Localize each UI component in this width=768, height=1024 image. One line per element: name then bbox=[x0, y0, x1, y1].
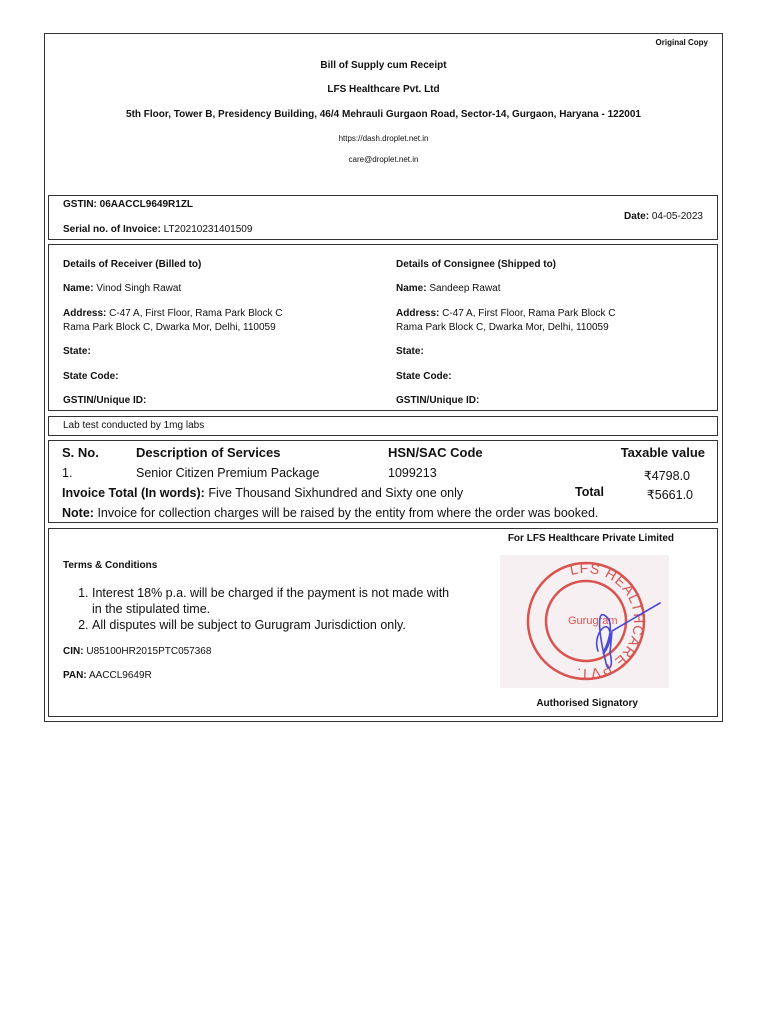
row-hsn: 1099213 bbox=[388, 466, 437, 480]
total-words-label: Invoice Total (In words): bbox=[62, 486, 205, 500]
cin bbox=[63, 646, 211, 657]
pan-label: PAN: bbox=[63, 670, 87, 681]
consignee-address-line2: Rama Park Block C, Dwarka Mor, Delhi, 110059 bbox=[396, 322, 609, 333]
col-taxable: Taxable value bbox=[620, 445, 705, 460]
serial-value: LT20210231401509 bbox=[163, 224, 253, 235]
authorised-signatory: Authorised Signatory bbox=[536, 698, 638, 709]
note-value: Invoice for collection charges will be raised by the entity from where the order was booked. bbox=[97, 506, 599, 520]
pan-value: AACCL9649R bbox=[88, 670, 152, 681]
receiver-name-value: Vinod Singh Rawat bbox=[96, 283, 182, 294]
doc-title: Bill of Supply cum Receipt bbox=[320, 60, 447, 71]
consignee-address-label: Address: bbox=[396, 308, 440, 319]
company-address: 5th Floor, Tower B, Presidency Building, 46/4 Mehrauli Gurgaon Road, Sector-14, Gurgaon, Haryana - 122001 bbox=[126, 109, 641, 120]
receiver-address-line2: Rama Park Block C, Dwarka Mor, Delhi, 110059 bbox=[63, 322, 276, 333]
note-label: Note: bbox=[62, 506, 94, 520]
total-words-value: Five Thousand Sixhundred and Sixty one only bbox=[208, 486, 464, 500]
receiver-state-code: State Code: bbox=[63, 371, 119, 382]
for-company: For LFS Healthcare Private Limited bbox=[507, 533, 674, 544]
consignee-heading: Details of Consignee (Shipped to) bbox=[396, 259, 557, 270]
receiver-gstin: GSTIN/Unique ID: bbox=[63, 395, 147, 406]
svg-text:LFS HEALTHCARE PVT.: LFS HEALTHCARE PVT. bbox=[568, 559, 648, 683]
term-item: 1. Interest 18% p.a. will be charged if the payment is not made with in the stipulated time. bbox=[92, 585, 462, 617]
receiver-address-label: Address: bbox=[63, 308, 107, 319]
receiver-name bbox=[63, 283, 181, 294]
company-stamp bbox=[500, 555, 669, 688]
terms-list bbox=[62, 585, 462, 633]
invoice-total-words bbox=[62, 486, 463, 500]
table-row bbox=[0, 466, 768, 484]
col-sno: S. No. bbox=[62, 445, 99, 460]
consignee-state: State: bbox=[396, 346, 424, 357]
consignee-address bbox=[396, 307, 616, 335]
col-hsn: HSN/SAC Code bbox=[388, 445, 483, 460]
consignee-state-code: State Code: bbox=[396, 371, 452, 382]
consignee-gstin: GSTIN/Unique ID: bbox=[396, 395, 480, 406]
receiver-state: State: bbox=[63, 346, 91, 357]
stamp-seal-icon bbox=[500, 555, 669, 688]
consignee-name bbox=[396, 283, 501, 294]
row-description: Senior Citizen Premium Package bbox=[136, 466, 320, 480]
receiver-address bbox=[63, 307, 283, 335]
company-name: LFS Healthcare Pvt. Ltd bbox=[327, 84, 440, 95]
cin-label: CIN: bbox=[63, 646, 84, 657]
row-sno: 1. bbox=[62, 466, 73, 480]
gstin: GSTIN: 06AACCL9649R1ZL bbox=[63, 199, 194, 210]
col-description: Description of Services bbox=[136, 445, 281, 460]
pan bbox=[63, 670, 152, 681]
receiver-heading: Details of Receiver (Billed to) bbox=[63, 259, 202, 270]
svg-text:Gurugram: Gurugram bbox=[568, 615, 618, 627]
copy-label: Original Copy bbox=[655, 38, 708, 47]
serial-number bbox=[63, 224, 252, 235]
consignee-name-label: Name: bbox=[396, 283, 427, 294]
invoice-date bbox=[560, 211, 703, 222]
date-label: Date: bbox=[624, 211, 650, 222]
terms-heading: Terms & Conditions bbox=[63, 560, 158, 571]
receiver-name-label: Name: bbox=[63, 283, 94, 294]
consignee-name-value: Sandeep Rawat bbox=[429, 283, 501, 294]
company-email: care@droplet.net.in bbox=[348, 155, 419, 164]
row-taxable-value: ₹4798.0 bbox=[643, 469, 690, 483]
collection-note bbox=[62, 506, 598, 520]
company-website: https://dash.droplet.net.in bbox=[338, 134, 429, 143]
receiver-address-line1: C-47 A, First Floor, Rama Park Block C bbox=[109, 308, 283, 319]
total-value: ₹5661.0 bbox=[646, 488, 693, 502]
consignee-address-line1: C-47 A, First Floor, Rama Park Block C bbox=[442, 308, 616, 319]
term-item: 2. All disputes will be subject to Gurugram Jurisdiction only. bbox=[92, 617, 462, 633]
cin-value: U85100HR2015PTC057368 bbox=[86, 646, 212, 657]
serial-label: Serial no. of Invoice: bbox=[63, 224, 161, 235]
total-label: Total bbox=[575, 485, 604, 499]
date-value: 04-05-2023 bbox=[651, 211, 703, 222]
lab-note: Lab test conducted by 1mg labs bbox=[63, 420, 205, 431]
